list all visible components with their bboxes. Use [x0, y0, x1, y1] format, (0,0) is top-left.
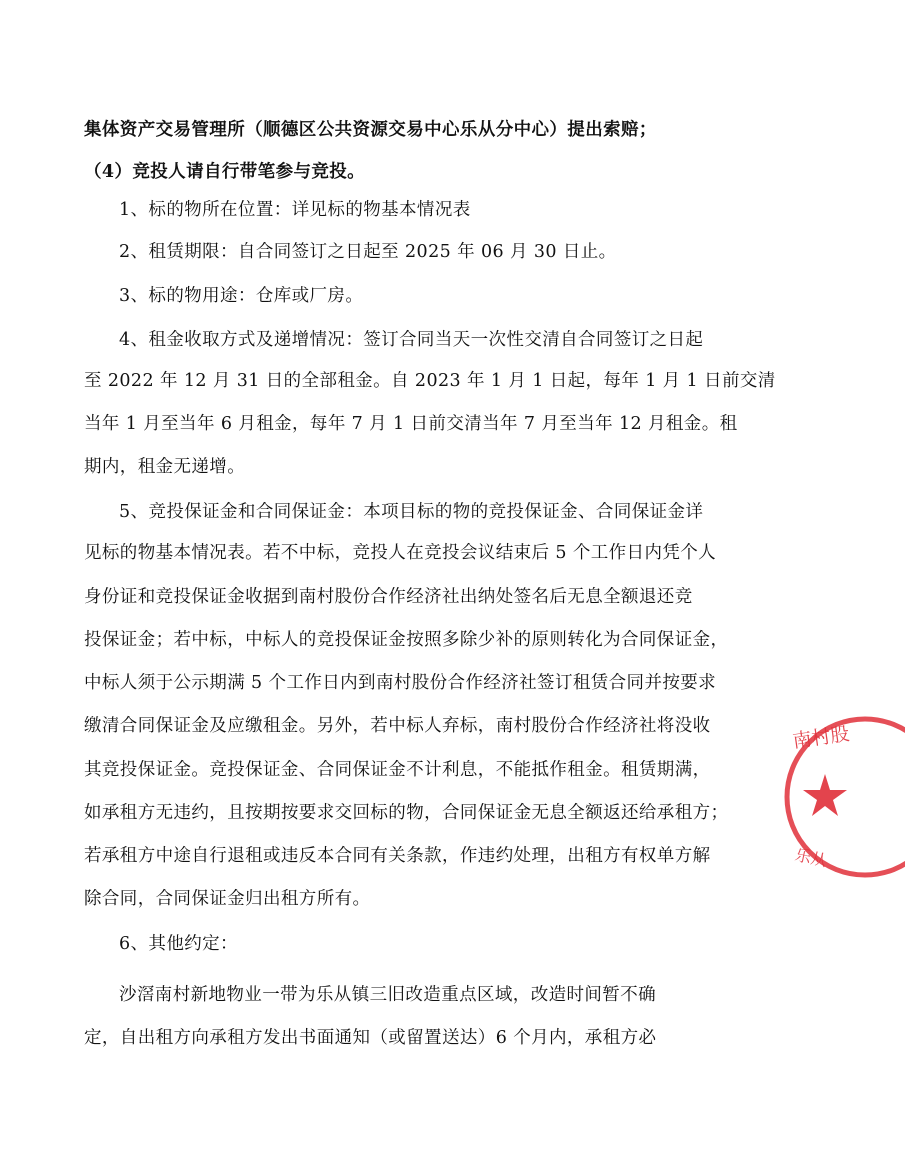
paragraph-line: 2、租赁期限：自合同签订之日起至 2025 年 06 月 30 日止。 [119, 242, 617, 262]
svg-text:南村股: 南村股 [791, 723, 851, 753]
paragraph-line: 除合同，合同保证金归出租方所有。 [84, 889, 371, 909]
paragraph-line: 如承租方无违约，且按期按要求交回标的物，合同保证金无息全额返还给承租方； [84, 803, 729, 823]
paragraph-line: 若承租方中途自行退租或违反本合同有关条款，作违约处理，出租方有权单方解 [84, 846, 711, 866]
paragraph-line: 中标人须于公示期满 5 个工作日内到南村股份合作经济社签订租赁合同并按要求 [84, 673, 717, 693]
paragraph-line: 集体资产交易管理所（顺德区公共资源交易中心乐从分中心）提出索赔； [84, 120, 657, 140]
paragraph-line: 至 2022 年 12 月 31 日的全部租金。自 2023 年 1 月 1 日起，每年 1 月 1 日前交清 [84, 371, 776, 391]
paragraph-line: 定，自出租方向承租方发出书面通知（或留置送达）6 个月内，承租方必 [84, 1028, 657, 1048]
paragraph-line: （4）竞投人请自行带笔参与竞投。 [84, 162, 366, 182]
official-seal [785, 712, 905, 882]
paragraph-line: 1、标的物所在位置：详见标的物基本情况表 [119, 200, 471, 220]
svg-text:乐从: 乐从 [793, 847, 829, 871]
paragraph-line: 4、租金收取方式及递增情况：签订合同当天一次性交清自合同签订之日起 [119, 330, 704, 350]
paragraph-line: 当年 1 月至当年 6 月租金，每年 7 月 1 日前交清当年 7 月至当年 12 月租金。租 [84, 414, 738, 434]
paragraph-line: 其竞投保证金。竞投保证金、合同保证金不计利息，不能抵作租金。租赁期满， [84, 760, 711, 780]
paragraph-line: 缴清合同保证金及应缴租金。另外，若中标人弃标，南村股份合作经济社将没收 [84, 716, 711, 736]
paragraph-line: 见标的物基本情况表。若不中标，竞投人在竞投会议结束后 5 个工作日内凭个人 [84, 543, 717, 563]
paragraph-line: 期内，租金无递增。 [84, 457, 246, 477]
paragraph-line: 身份证和竞投保证金收据到南村股份合作经济社出纳处签名后无息全额退还竞 [84, 587, 693, 607]
paragraph-line: 5、竞投保证金和合同保证金：本项目标的物的竞投保证金、合同保证金详 [119, 502, 704, 522]
paragraph-line: 3、标的物用途：仓库或厂房。 [119, 286, 364, 306]
paragraph-line: 6、其他约定： [119, 934, 238, 954]
paragraph-line: 投保证金；若中标，中标人的竞投保证金按照多除少补的原则转化为合同保证金， [84, 630, 729, 650]
paragraph-line: 沙滘南村新地物业一带为乐从镇三旧改造重点区域，改造时间暂不确 [119, 985, 656, 1005]
